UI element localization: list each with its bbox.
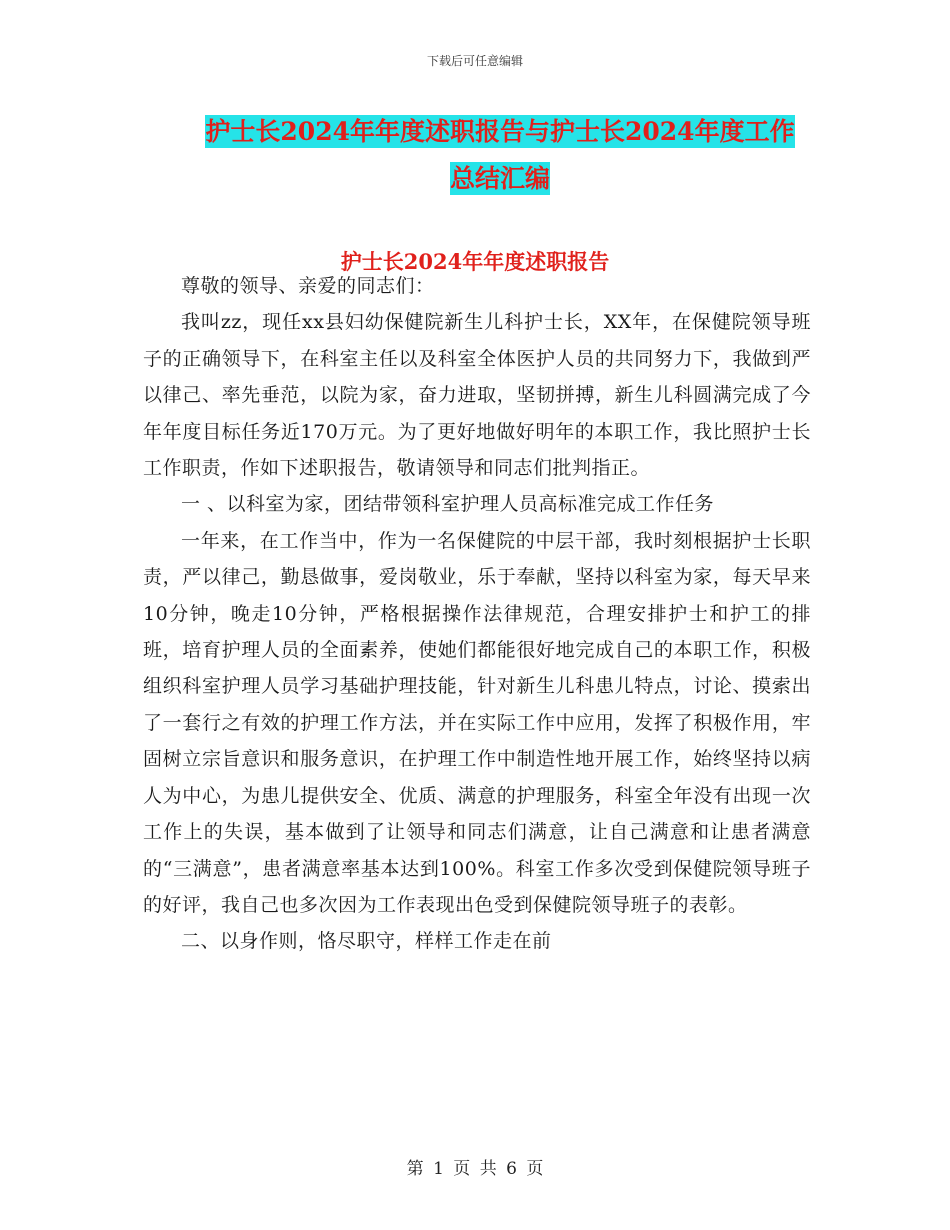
document-title-line-1: 护士长2024年年度述职报告与护士长2024年度工作	[205, 117, 795, 146]
document-title-line-2: 总结汇编	[449, 164, 550, 193]
intro-paragraph: 我叫zz，现任xx县妇幼保健院新生儿科护士长，XX年，在保健院领导班子的正确领导下，在科室主任以及科室全体医护人员的共同努力下，我做到严以律己、率先垂范，以院为家，奋力进取，坚韧拼搏，新生儿科圆满完成了今年年度目标任务近170万元。为了更好地做好明年的本职工作，我比照护士长工作职责，作如下述职报告，敬请领导和同志们批判指正。	[143, 311, 811, 480]
body-paragraph: 一年来，在工作当中，作为一名保健院的中层干部，我时刻根据护士长职责，严以律己，勤恳做事，爱岗敬业，乐于奉献，坚持以科室为家，每天早来10分钟，晚走10分钟，严格根据操作法律规范，合理安排护士和护工的排班，培育护理人员的全面素养，使她们都能很好地完成自己的本职工作，积极组织科室护理人员学习基础护理技能，针对新生儿科患儿特点，讨论、摸索出了一套行之有效的护理工作方法，并在实际工作中应用，发挥了积极作用，牢固树立宗旨意识和服务意识，在护理工作中制造性地开展工作，始终坚持以病人为中心，为患儿提供安全、优质、满意的护理服务，科室全年没有出现一次工作上的失误，基本做到了让领导和同志们满意，让自己满意和让患者满意的“三满意”，患者满意率基本达到100%。科室工作多次受到保健院领导班子的好评，我自己也多次因为工作表现出色受到保健院领导班子的表彰。	[143, 529, 811, 916]
section-title: 护士长2024年年度述职报告	[340, 249, 610, 274]
document-body	[143, 268, 811, 960]
document-title	[150, 108, 850, 202]
section-heading-2: 二、以身作则，恪尽职守，样样工作走在前	[181, 930, 552, 953]
page-footer: 第 1 页 共 6 页	[406, 1159, 544, 1179]
page-header: 下载后可任意编辑	[426, 54, 523, 68]
salutation-paragraph: 尊敬的领导、亲爱的同志们：	[181, 275, 435, 297]
section-heading-1: 一 、以科室为家，团结带领科室护理人员高标准完成工作任务	[181, 493, 715, 516]
